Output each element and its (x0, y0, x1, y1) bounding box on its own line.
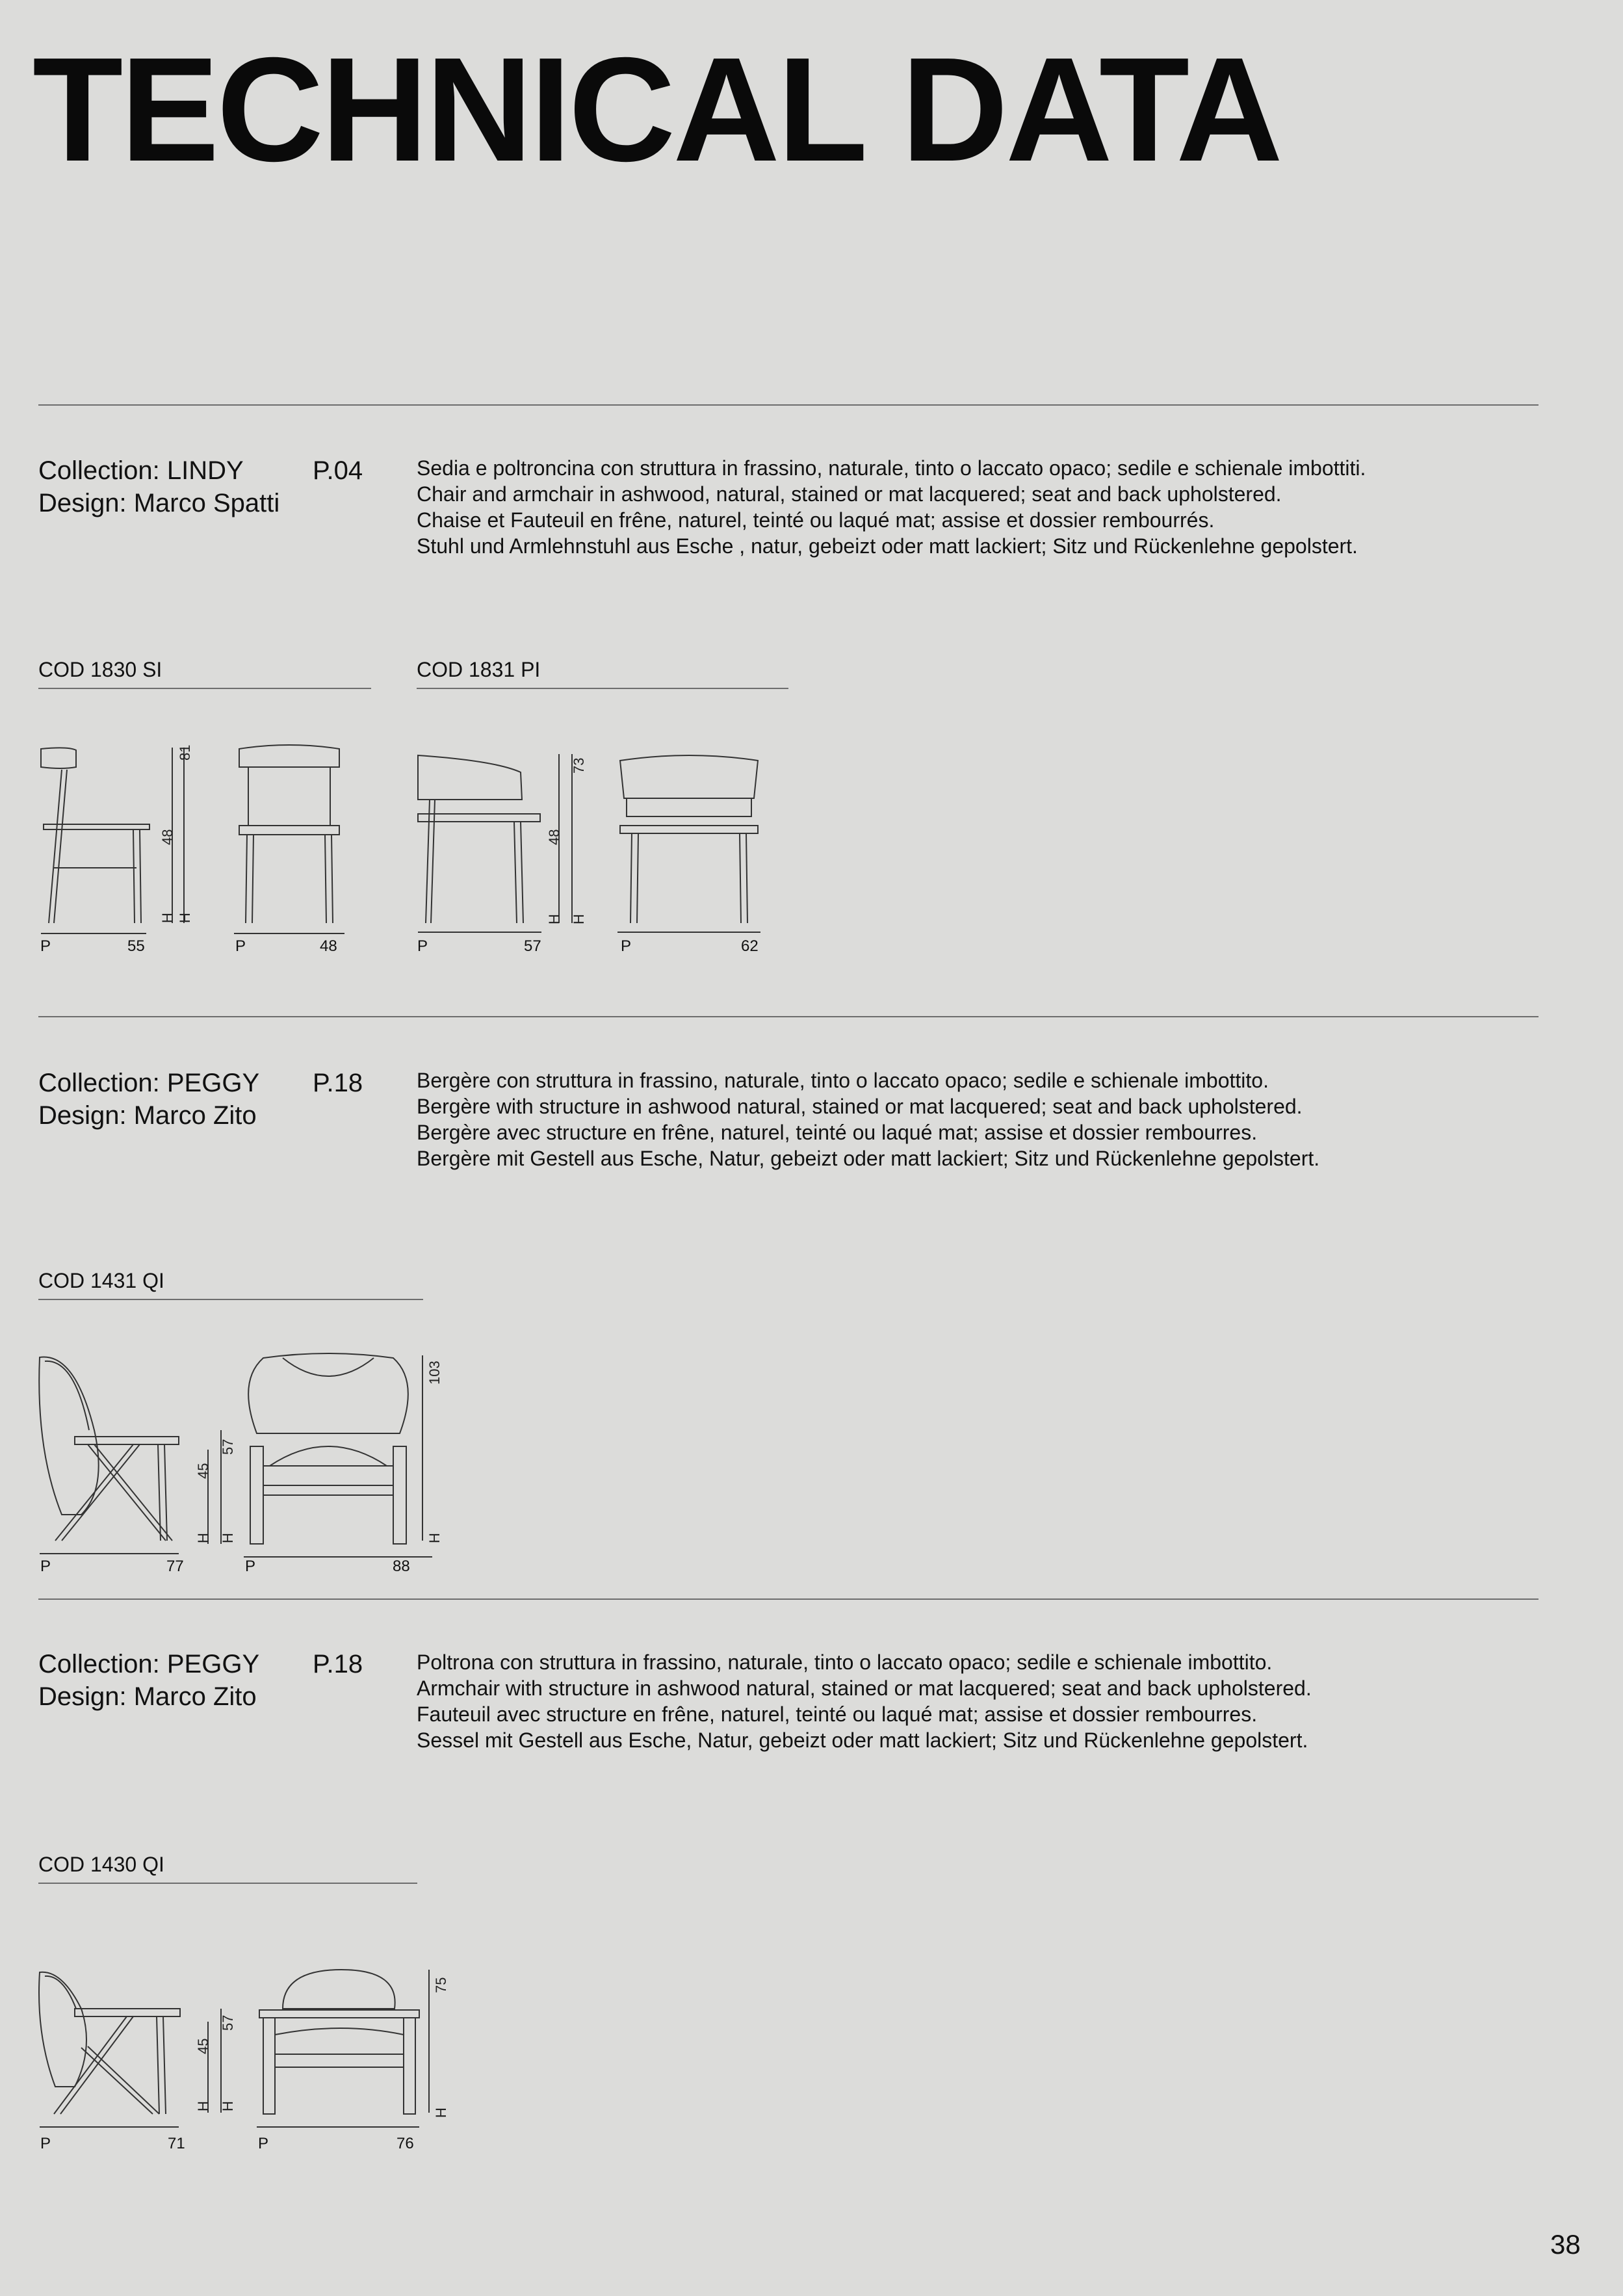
height-axis-label: H (571, 914, 587, 924)
product-code: COD 1830 SI (38, 658, 162, 681)
width-label: P (621, 937, 632, 955)
seat-height-value: 45 (195, 1463, 211, 1479)
collection-info (38, 454, 428, 519)
collection-info (38, 1648, 428, 1713)
width-label: P (235, 937, 246, 955)
section-divider (38, 1598, 1539, 1600)
collection-label: Collection: PEGGY (38, 1069, 260, 1097)
page-reference: P.04 (313, 456, 363, 485)
bergere-front-view-drawing (244, 1355, 413, 1550)
total-height-value: 73 (571, 757, 587, 774)
chair-side-dimensions (149, 735, 201, 956)
height-axis-label: H (433, 2107, 449, 2118)
armchair-side-dimensions (539, 748, 591, 956)
height-axis-label: H (195, 2101, 211, 2111)
description-line-de: Sessel mit Gestell aus Esche, Natur, gebeizt oder matt lackiert; Sitz und Rückenlehne gepolstert. (417, 1729, 1308, 1752)
section-divider (38, 404, 1539, 406)
bergere-front-dimensions (416, 1352, 455, 1547)
armchair-front-view-drawing (617, 754, 767, 956)
description-line-en: Armchair with structure in ashwood natural, stained or mat lacquered; seat and back upholstered. (417, 1676, 1312, 1700)
armchair-front-view-drawing (257, 1970, 426, 2132)
code-underline (38, 688, 371, 689)
depth-value: 71 (168, 2135, 185, 2152)
width-value: 76 (396, 2135, 414, 2152)
product-code: COD 1431 QI (38, 1269, 164, 1292)
product-description (417, 455, 1522, 559)
height-axis-label: H (426, 1533, 443, 1543)
depth-value: 57 (524, 937, 541, 955)
page-reference: P.18 (313, 1650, 363, 1678)
total-height-value: 81 (177, 744, 193, 761)
arm-height-value: 57 (220, 2015, 236, 2031)
depth-value: 77 (166, 1558, 184, 1575)
armchair-side-view-drawing (36, 1970, 205, 2132)
height-axis-label: H (159, 913, 175, 923)
collection-info (38, 1067, 428, 1132)
description-line-fr: Chaise et Fauteuil en frêne, naturel, teinté ou laqué mat; assise et dossier rembourrés. (417, 508, 1215, 532)
designer-label: Design: Marco Zito (38, 1101, 257, 1130)
designer-label: Design: Marco Spatti (38, 489, 280, 517)
height-axis-label: H (195, 1533, 211, 1543)
height-axis-label: H (177, 913, 193, 923)
width-label: P (245, 1558, 256, 1575)
width-value: 48 (320, 937, 337, 955)
description-line-it: Sedia e poltroncina con struttura in frassino, naturale, tinto o laccato opaco; sedile e schienale imbottiti. (417, 456, 1366, 480)
code-underline (417, 688, 788, 689)
arm-height-value: 57 (220, 1439, 236, 1455)
description-line-en: Chair and armchair in ashwood, natural, stained or mat lacquered; seat and back upholstered. (417, 482, 1282, 506)
description-line-fr: Fauteuil avec structure en frêne, naturel, teinté ou laqué mat; assise et dossier rembourres. (417, 1702, 1258, 1726)
bergere-side-dimensions (188, 1417, 240, 1560)
depth-value: 55 (127, 937, 145, 955)
width-value: 62 (741, 937, 759, 955)
width-value: 88 (393, 1558, 410, 1575)
seat-height-value: 48 (159, 829, 175, 845)
product-description (417, 1067, 1522, 1171)
collection-label: Collection: LINDY (38, 456, 244, 485)
code-underline (38, 1883, 417, 1884)
description-line-it: Bergère con struttura in frassino, naturale, tinto o laccato opaco; sedile e schienale imbottito. (417, 1069, 1269, 1092)
page-reference: P.18 (313, 1069, 363, 1097)
collection-label: Collection: PEGGY (38, 1650, 260, 1678)
description-line-de: Stuhl und Armlehnstuhl aus Esche , natur, gebeizt oder matt lackiert; Sitz und Rückenlehne gepolstert. (417, 534, 1358, 558)
total-height-value: 103 (426, 1361, 443, 1385)
description-line-en: Bergère with structure in ashwood natural, stained or mat lacquered; seat and back upholstered. (417, 1095, 1303, 1118)
description-line-it: Poltrona con struttura in frassino, naturale, tinto o laccato opaco; sedile e schienale imbottito. (417, 1650, 1273, 1674)
seat-height-value: 48 (546, 829, 562, 845)
code-underline (38, 1299, 423, 1300)
height-axis-label: H (546, 914, 562, 924)
page-title: TECHNICAL DATA (32, 27, 1280, 192)
product-description (417, 1649, 1522, 1753)
product-code: COD 1430 QI (38, 1853, 164, 1876)
width-label: P (258, 2135, 269, 2152)
description-line-fr: Bergère avec structure en frêne, naturel, teinté ou laqué mat; assise et dossier rembourres. (417, 1121, 1258, 1144)
description-line-de: Bergère mit Gestell aus Esche, Natur, gebeizt oder matt lackiert; Sitz und Rückenlehne gepolstert. (417, 1147, 1320, 1170)
height-axis-label: H (220, 2101, 236, 2111)
chair-front-view-drawing (234, 741, 351, 956)
seat-height-value: 45 (195, 2038, 211, 2054)
product-code: COD 1831 PI (417, 658, 541, 681)
armchair-front-dimensions (422, 1963, 461, 2119)
depth-label: P (417, 937, 428, 955)
page-number: 38 (1550, 2229, 1581, 2260)
section-divider (38, 1016, 1539, 1017)
total-height-value: 75 (433, 1977, 449, 1993)
designer-label: Design: Marco Zito (38, 1682, 257, 1711)
armchair-side-dimensions (188, 2002, 240, 2126)
depth-label: P (40, 1558, 51, 1575)
height-axis-label: H (220, 1533, 236, 1543)
depth-label: P (40, 937, 51, 955)
depth-label: P (40, 2135, 51, 2152)
